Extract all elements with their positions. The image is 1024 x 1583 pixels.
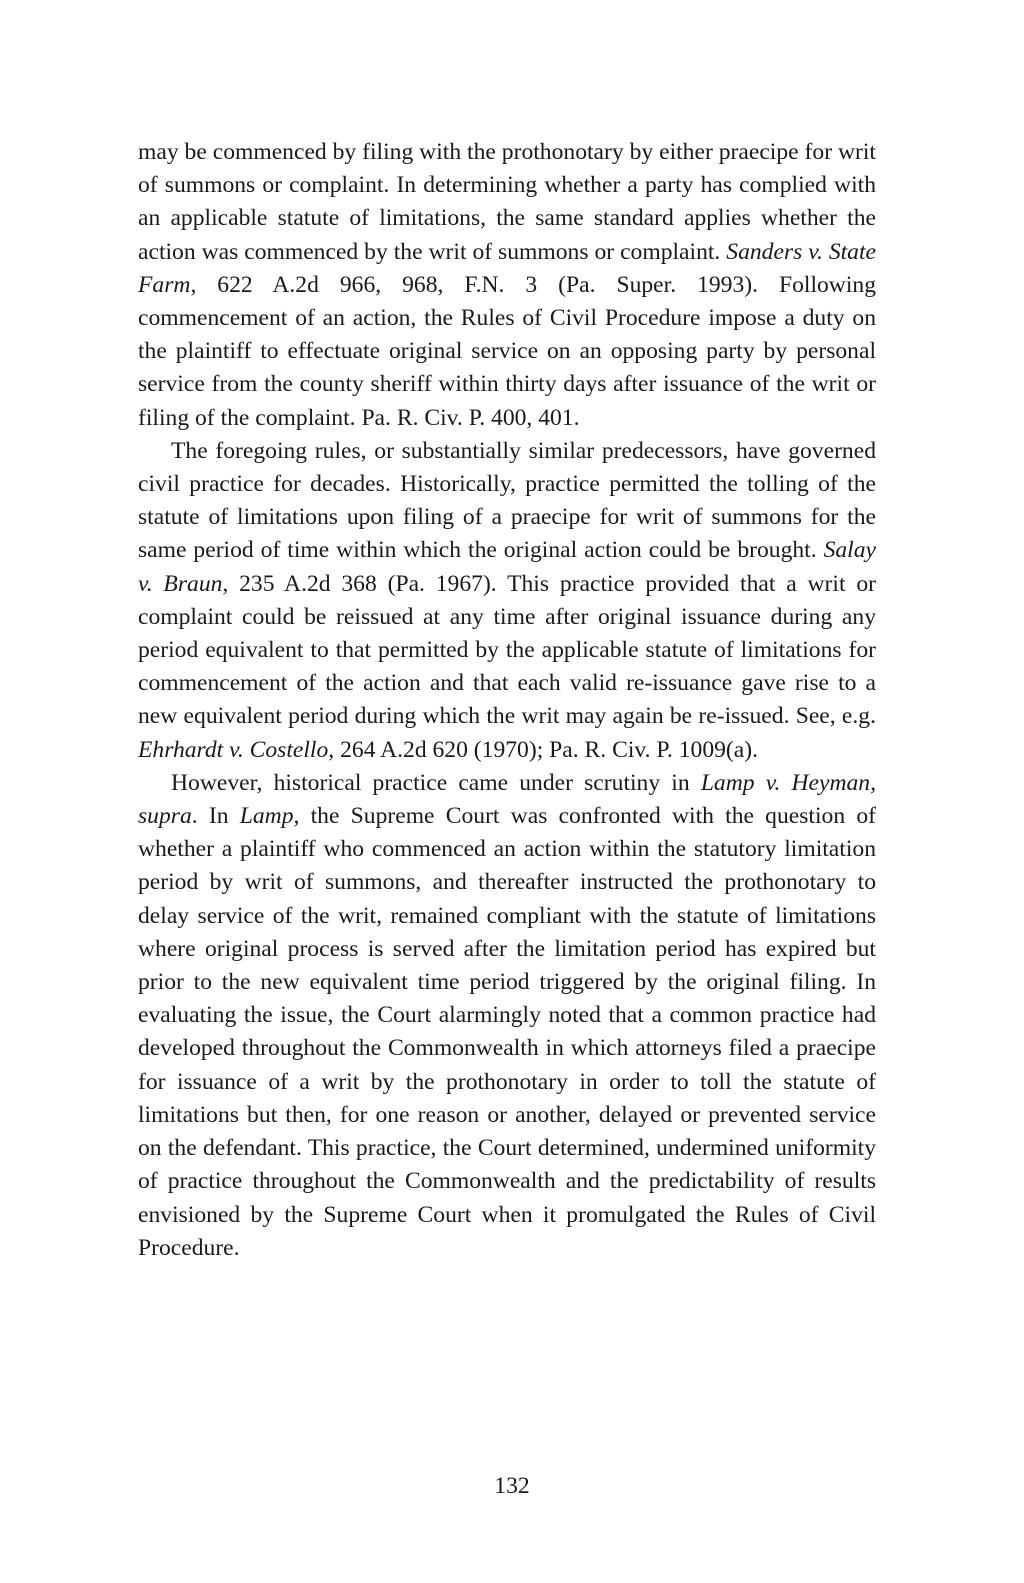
page-number: 132 — [494, 1473, 530, 1499]
text-run: . In — [191, 803, 240, 830]
case-citation: Ehrhardt v. Costello — [138, 736, 329, 763]
case-citation: Sanders v. State Farm — [138, 238, 877, 298]
page-body — [138, 136, 876, 1265]
body-paragraph — [138, 136, 876, 435]
text-run: , 622 A.2d 966, 968, F.N. 3 (Pa. Super. 1993). Following commencement of an action, the Rules of Civil Procedure impose a duty on the plaintiff to effectuate original service on an opposing party by personal service from the county sheriff within thirty days after issuance of the writ or filing of the complaint. Pa. R. Civ. P. 400, 401. — [138, 271, 876, 431]
case-citation: Salay v. Braun — [138, 537, 876, 597]
text-run: , the Supreme Court was confronted with the question of whether a plaintiff who commenced an action within the statutory limitation period by writ of summons, and thereafter instructed the prothonotary to delay service of the writ, remained compliant with the statute of limitations where original process is served after the limitation period has expired but prior to the new equivalent time period triggered by the original filing. In evaluating the issue, the Court alarmingly noted that a common practice had developed throughout the Commonwealth in which attorneys filed a praecipe for issuance of a writ by the prothonotary in order to toll the statute of limitations but then, for one reason or another, delayed or prevented service on the defendant. This practice, the Court determined, undermined uniformity of practice throughout the Commonwealth and the predictability of results envisioned by the Supreme Court when it promulgated the Rules of Civil Procedure. — [138, 803, 876, 1261]
case-citation: Lamp v. Heyman, supra — [138, 769, 877, 830]
text-run: , 264 A.2d 620 (1970); Pa. R. Civ. P. 1009(a). — [328, 736, 759, 763]
text-run: However, historical practice came under scrutiny in — [171, 769, 701, 796]
text-run: , 235 A.2d 368 (Pa. 1967). This practice provided that a writ or complaint could be reissued at any time after original issuance during any period equivalent to that permitted by the applicable statute of limitations for commencement of the action and that each valid re-issuance gave rise to a new equivalent period during which the writ may again be re-issued. See, e.g. — [138, 570, 876, 730]
body-paragraph — [138, 435, 876, 767]
text-run: may be commenced by filing with the prothonotary by either praecipe for writ of summons or complaint. In determining whether a party has complied with an applicable statute of limitations, the same standard applies whether the action was commenced by the writ of summons or complaint. — [138, 139, 876, 265]
body-paragraph — [138, 767, 876, 1265]
case-citation: Lamp — [239, 803, 294, 830]
text-run: The foregoing rules, or substantially similar predecessors, have governed civil practice for decades. Historically, practice permitted the tolling of the statute of limitations upon filing of a praecipe for writ of summons for the same period of time within which the original action could be brought. — [138, 437, 876, 564]
